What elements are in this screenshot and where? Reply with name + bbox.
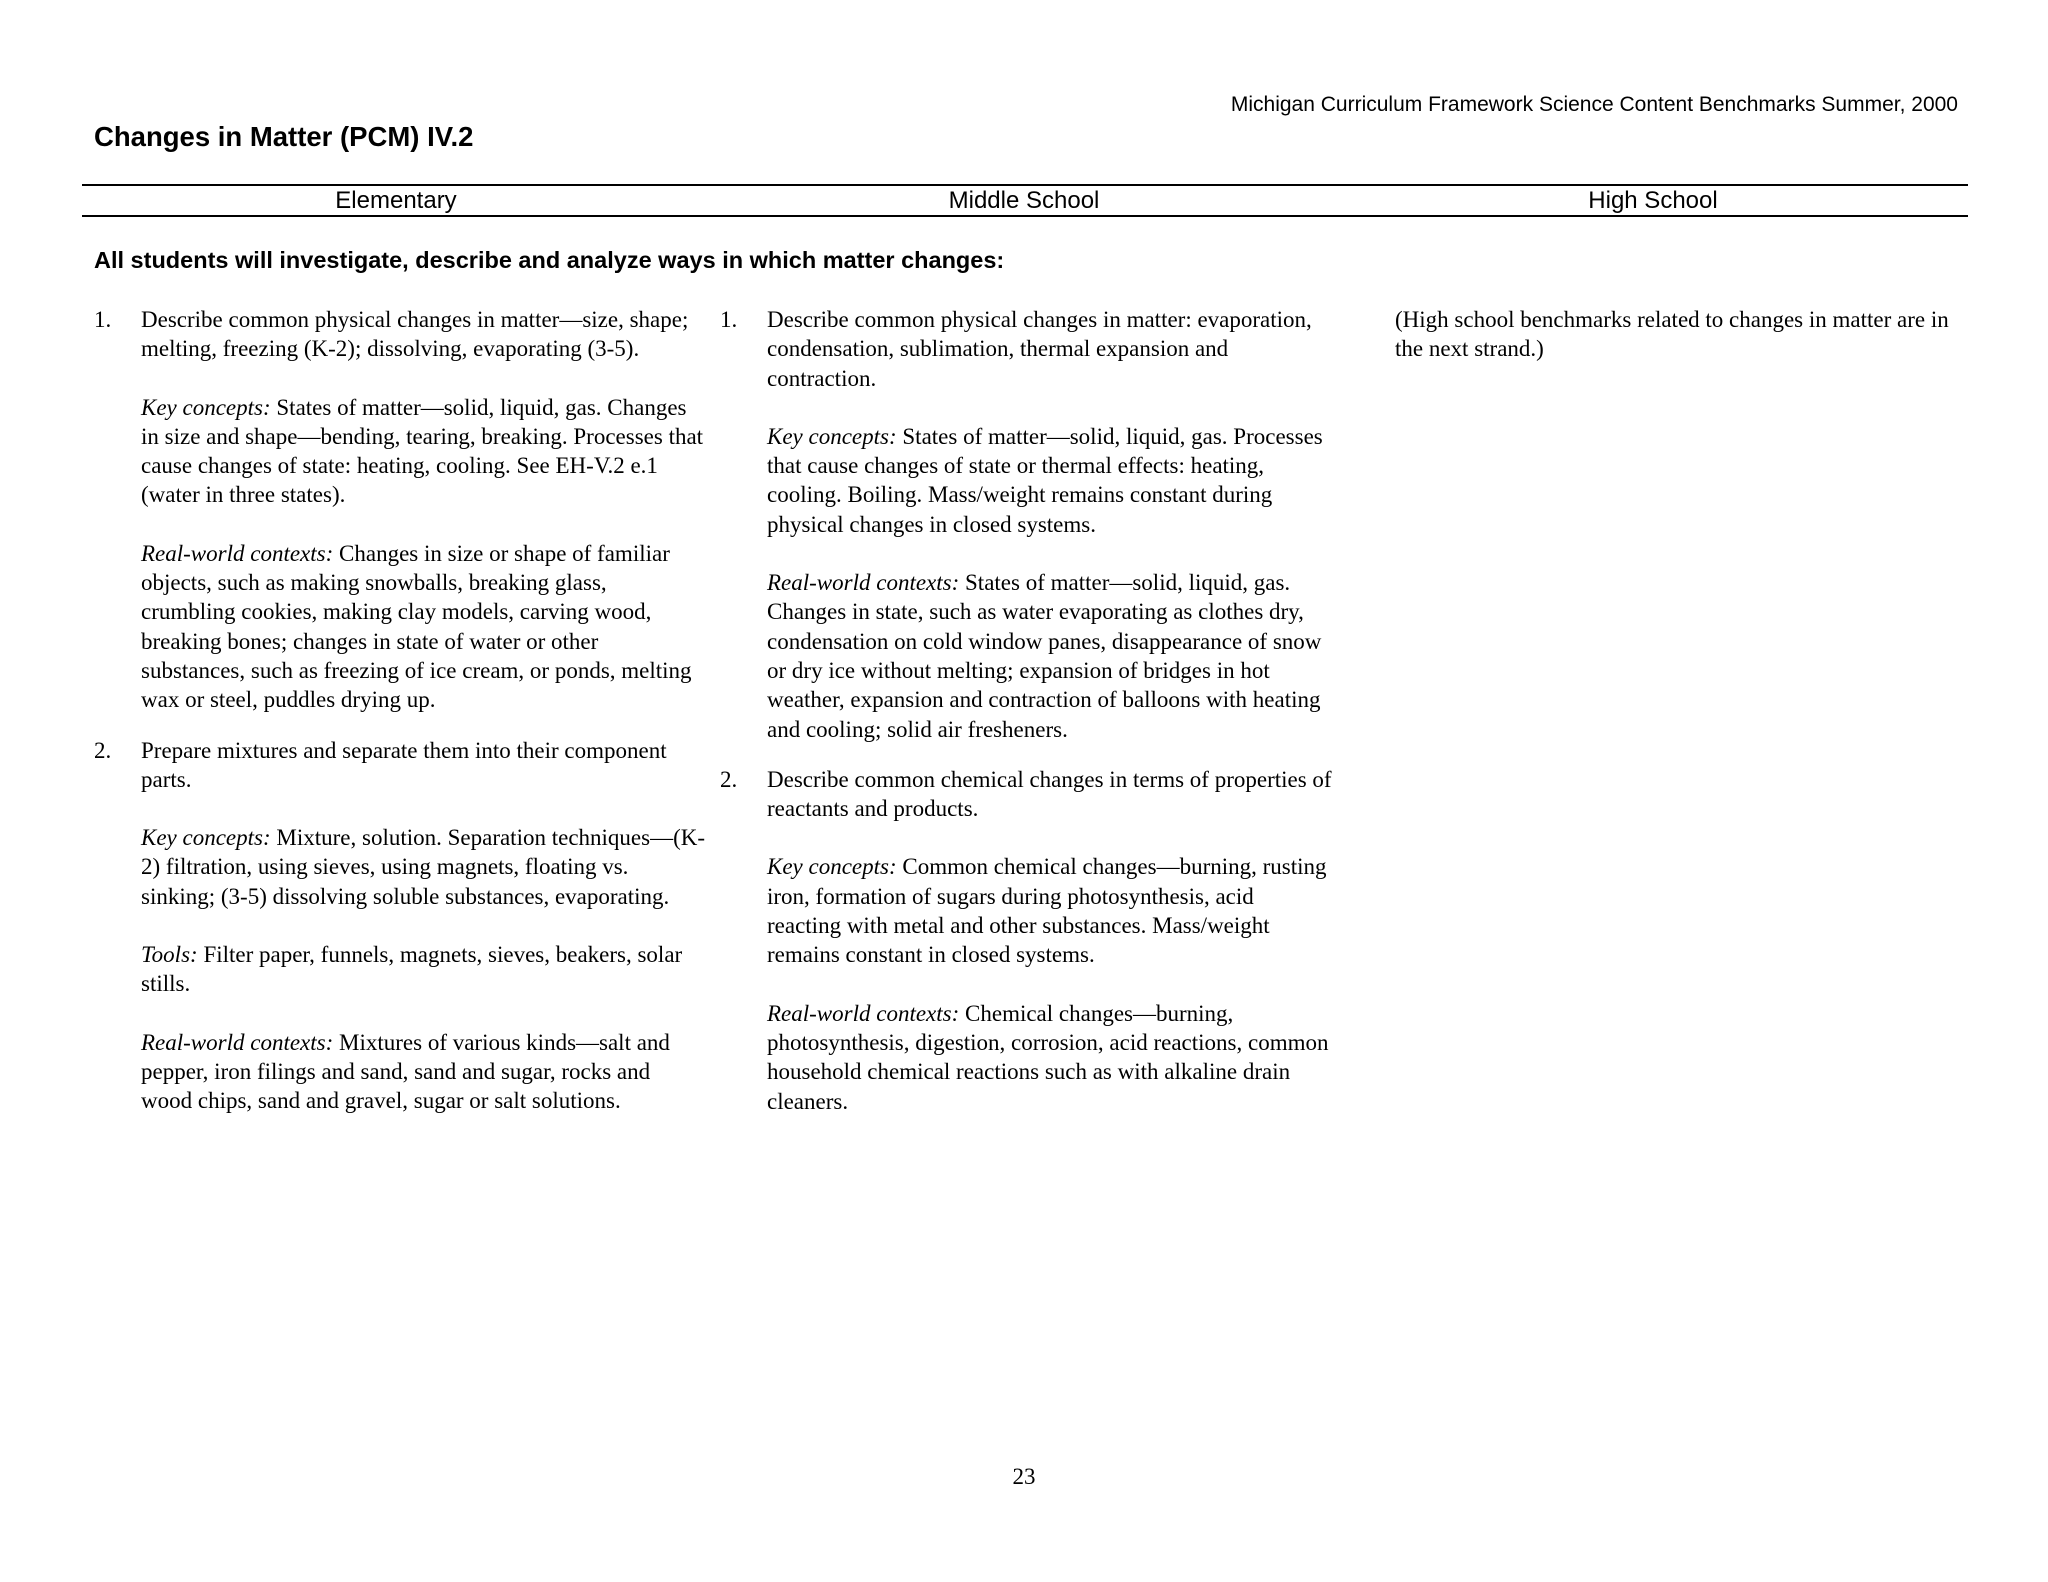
key-concepts: [767, 422, 1332, 539]
real-world-label: Real-world contexts:: [141, 1029, 334, 1055]
key-concepts-label: Key concepts:: [141, 825, 271, 851]
key-concepts: [141, 823, 706, 911]
middle-school-column: [720, 305, 1332, 1137]
real-world-label: Real-world contexts:: [767, 1000, 960, 1026]
tools-text: Filter paper, funnels, magnets, sieves, beakers, solar stills.: [141, 942, 683, 997]
page-title: Changes in Matter (PCM) IV.2: [94, 121, 474, 152]
real-world-label: Real-world contexts:: [141, 540, 334, 566]
real-world-contexts: [767, 999, 1332, 1116]
real-world-text: Mixtures of various kinds—salt and pepper, iron filings and sand, sand and sugar, rocks and wood chips, sand and gravel, sugar or salt solutions.: [141, 1029, 670, 1114]
benchmark-number: 1.: [720, 307, 738, 332]
benchmark-number: 2.: [94, 737, 112, 763]
benchmark-text: Prepare mixtures and separate them into their component parts.: [141, 737, 667, 792]
benchmark-number: 1.: [94, 307, 112, 332]
key-concepts-text: States of matter—solid, liquid, gas. Changes in size and shape—bending, tearing, breaking. Processes that cause changes of state: heating, cooling. See EH-V.2 e.1 (water in three states).: [141, 394, 704, 508]
benchmark-item: [720, 305, 1332, 744]
benchmark-item: [94, 305, 706, 715]
page-number: 23: [1012, 1464, 1036, 1489]
benchmark-item: [720, 765, 1332, 1116]
key-concepts-text: Common chemical changes—burning, rusting iron, formation of sugars during photosynthesis, acid reacting with metal and other substances. Mass/weight remains constant in closed systems.: [767, 854, 1327, 968]
key-concepts-text: Mixture, solution. Separation techniques—(K-2) filtration, using sieves, using magnets, floating vs. sinking; (3-5) dissolving soluble substances, evaporating.: [141, 825, 706, 909]
tools-label: Tools:: [141, 942, 198, 968]
key-concepts: [141, 393, 706, 510]
real-world-contexts: [141, 539, 706, 715]
real-world-contexts: [767, 568, 1332, 744]
real-world-text: Changes in size or shape of familiar objects, such as making snowballs, breaking glass, crumbling cookies, making clay models, carving wood, breaking bones; changes in state of water or other substances, such as freezing of ice cream, or ponds, melting wax or steel, puddles drying up.: [141, 540, 692, 713]
framework-header: Michigan Curriculum Framework Science Content Benchmarks Summer, 2000: [1230, 93, 1958, 116]
benchmark-text: Describe common chemical changes in terms of properties of reactants and products.: [767, 766, 1332, 822]
real-world-label: Real-world contexts:: [767, 570, 960, 596]
elementary-column: [94, 305, 706, 1137]
column-header-high-school: High School: [1588, 187, 1718, 214]
table-bottom-rule: [82, 215, 1968, 217]
key-concepts-label: Key concepts:: [767, 423, 897, 449]
benchmark-text: Describe common physical changes in matter—size, shape; melting, freezing (K-2); dissolving, evaporating (3-5).: [141, 307, 689, 362]
high-school-column: [1395, 305, 1970, 364]
tools: [141, 940, 706, 999]
real-world-contexts: [141, 1028, 706, 1116]
column-header-middle-school: Middle School: [948, 187, 1100, 214]
real-world-text: States of matter—solid, liquid, gas. Changes in state, such as water evaporating as clothes dry, condensation on cold window panes, disappearance of snow or dry ice without melting; expansion of bridges in hot weather, expansion and contraction of balloons with heating and cooling; solid air fresheners.: [767, 570, 1322, 742]
column-header-elementary: Elementary: [335, 187, 457, 214]
key-concepts-label: Key concepts:: [767, 854, 897, 880]
key-concepts: [767, 852, 1332, 969]
benchmark-text: Describe common physical changes in matter: evaporation, condensation, sublimation, thermal expansion and contraction.: [767, 307, 1312, 391]
key-concepts-text: States of matter—solid, liquid, gas. Processes that cause changes of state or thermal effects: heating, cooling. Boiling. Mass/weight remains constant during physical changes in closed systems.: [767, 423, 1323, 537]
benchmark-item: [94, 736, 706, 1116]
key-concepts-label: Key concepts:: [141, 394, 271, 420]
content-standard: All students will investigate, describe and analyze ways in which matter changes:: [94, 247, 1005, 273]
real-world-text: Chemical changes—burning, photosynthesis, digestion, corrosion, acid reactions, common household chemical reactions such as with alkaline drain cleaners.: [767, 1000, 1329, 1114]
high-school-note: (High school benchmarks related to changes in matter are in the next strand.): [1395, 307, 1949, 362]
benchmark-number: 2.: [720, 766, 738, 792]
